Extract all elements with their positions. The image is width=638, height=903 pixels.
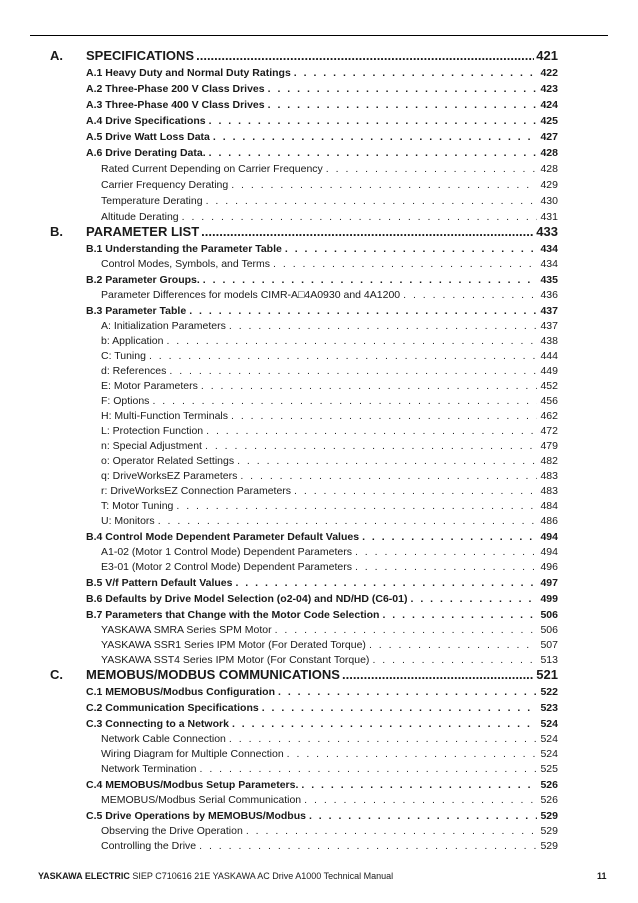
entry-title: H: Multi-Function Terminals [101, 410, 229, 422]
toc-entry[interactable] [86, 243, 558, 257]
dot-leader [304, 794, 537, 807]
toc-entry[interactable] [86, 686, 558, 700]
entry-page: 523 [540, 702, 558, 714]
toc-subentry[interactable] [101, 163, 558, 177]
entry-title: C.1 MEMOBUS/Modbus Configuration [86, 686, 275, 698]
section-title: MEMOBUS/MODBUS COMMUNICATIONS [86, 667, 340, 682]
entry-title: B.6 Defaults by Drive Model Selection (o2-04) and ND/HD (C6-01) [86, 593, 408, 605]
entry-page: 482 [540, 455, 558, 467]
entry-page: 506 [540, 609, 558, 621]
entry-title: Network Termination [101, 763, 197, 775]
entry-page: 499 [540, 593, 558, 605]
dot-leader [326, 163, 538, 176]
dot-leader [237, 455, 537, 468]
toc-subentry[interactable] [101, 320, 558, 334]
entry-page: 483 [540, 485, 558, 497]
dot-leader [169, 365, 537, 378]
dot-leader [206, 195, 538, 208]
dot-leader [275, 624, 538, 637]
entry-title: B.5 V/f Pattern Default Values [86, 577, 233, 589]
entry-title: L: Protection Function [101, 425, 204, 437]
entry-title: A: Initialization Parameters [101, 320, 226, 332]
toc-subentry[interactable] [101, 258, 558, 272]
entry-title: n: Special Adjustment [101, 440, 202, 452]
dot-leader [149, 350, 538, 363]
dot-leader [182, 211, 538, 224]
dot-leader [355, 546, 538, 559]
entry-page: 524 [540, 733, 558, 745]
dot-leader [301, 779, 537, 792]
entry-title: r: DriveWorksEZ Connection Parameters [101, 485, 292, 497]
dot-leader [285, 243, 538, 256]
toc-subentry[interactable] [101, 455, 558, 469]
toc-subentry[interactable] [101, 395, 558, 409]
dot-leader [158, 515, 538, 528]
toc-entry[interactable] [86, 147, 558, 161]
section-heading[interactable] [86, 224, 558, 240]
toc-subentry[interactable] [101, 365, 558, 379]
entry-page: 423 [540, 83, 558, 95]
dot-leader [196, 48, 534, 64]
dot-leader [201, 224, 534, 240]
entry-title: YASKAWA SST4 Series IPM Motor (For Constant Torque) [101, 654, 370, 666]
entry-title: o: Operator Related Settings [101, 455, 235, 467]
toc-subentry[interactable] [101, 440, 558, 454]
dot-leader [403, 289, 537, 302]
entry-page: 449 [540, 365, 558, 377]
entry-page: 525 [540, 763, 558, 775]
toc-entry[interactable] [86, 274, 558, 288]
dot-leader [209, 115, 538, 128]
entry-page: 506 [540, 624, 558, 636]
toc-subentry[interactable] [101, 794, 558, 808]
entry-title: B.7 Parameters that Change with the Motor Code Selection [86, 609, 380, 621]
entry-page: 422 [540, 67, 558, 79]
dot-leader [199, 840, 537, 853]
toc-subentry[interactable] [101, 335, 558, 349]
dot-leader [268, 99, 538, 112]
toc-subentry[interactable] [101, 748, 558, 762]
toc-subentry[interactable] [101, 515, 558, 529]
section-letter: A. [50, 48, 63, 63]
entry-page: 427 [540, 131, 558, 143]
dot-leader [240, 470, 537, 483]
entry-page: 456 [540, 395, 558, 407]
toc-subentry[interactable] [101, 410, 558, 424]
dot-leader [200, 763, 538, 776]
entry-page: 496 [540, 561, 558, 573]
toc-entry[interactable] [86, 779, 558, 793]
entry-title: T: Motor Tuning [101, 500, 174, 512]
entry-title: B.3 Parameter Table [86, 305, 187, 317]
toc-entry[interactable] [86, 531, 558, 545]
section-letter: C. [50, 667, 63, 682]
entry-page: 529 [540, 840, 558, 852]
entry-title: Network Cable Connection [101, 733, 226, 745]
entry-title: A.4 Drive Specifications [86, 115, 206, 127]
entry-page: 497 [540, 577, 558, 589]
entry-title: E3-01 (Motor 2 Control Mode) Dependent Parameters [101, 561, 352, 573]
dot-leader [369, 639, 538, 652]
toc-subentry[interactable] [101, 733, 558, 747]
toc-subentry[interactable] [101, 425, 558, 439]
dot-leader [205, 440, 537, 453]
entry-title: Observing the Drive Operation [101, 825, 243, 837]
toc-subentry[interactable] [101, 561, 558, 575]
toc-subentry[interactable] [101, 485, 558, 499]
toc-entry[interactable] [86, 593, 558, 607]
entry-page: 437 [540, 305, 558, 317]
dot-leader [235, 577, 537, 590]
section-heading[interactable] [86, 48, 558, 64]
entry-page: 452 [540, 380, 558, 392]
entry-title: A.6 Drive Derating Data. [86, 147, 206, 159]
entry-page: 435 [540, 274, 558, 286]
section-page: 421 [536, 48, 558, 63]
entry-page: 428 [540, 147, 558, 159]
toc-subentry[interactable] [101, 639, 558, 653]
dot-leader [213, 131, 538, 144]
toc-entry[interactable] [86, 305, 558, 319]
entry-page: 484 [540, 500, 558, 512]
dot-leader [176, 500, 537, 513]
dot-leader [232, 718, 538, 731]
toc-entry[interactable] [86, 67, 558, 81]
toc-entry[interactable] [86, 83, 558, 97]
toc-subentry[interactable] [101, 546, 558, 560]
dot-leader [246, 825, 538, 838]
dot-leader [355, 561, 538, 574]
dot-leader [166, 335, 537, 348]
toc-entry[interactable] [86, 99, 558, 113]
footer [38, 871, 393, 882]
entry-page: 431 [540, 211, 558, 223]
toc-subentry[interactable] [101, 624, 558, 638]
entry-title: A.2 Three-Phase 200 V Class Drives [86, 83, 265, 95]
entry-title: C.4 MEMOBUS/Modbus Setup Parameters. [86, 779, 299, 791]
toc-subentry[interactable] [101, 211, 558, 225]
toc-subentry[interactable] [101, 179, 558, 193]
entry-title: E: Motor Parameters [101, 380, 198, 392]
entry-page: 486 [540, 515, 558, 527]
toc-subentry[interactable] [101, 380, 558, 394]
dot-leader [209, 147, 538, 160]
entry-title: Controlling the Drive [101, 840, 197, 852]
footer-brand: YASKAWA ELECTRIC [38, 871, 130, 881]
entry-title: A.1 Heavy Duty and Normal Duty Ratings [86, 67, 291, 79]
dot-leader [382, 609, 537, 622]
entry-title: Temperature Derating [101, 195, 203, 207]
entry-page: 529 [540, 825, 558, 837]
entry-page: 513 [540, 654, 558, 666]
dot-leader [342, 667, 534, 683]
entry-title: C.3 Connecting to a Network [86, 718, 229, 730]
section-title: SPECIFICATIONS [86, 48, 195, 63]
entry-title: B.1 Understanding the Parameter Table [86, 243, 282, 255]
entry-page: 434 [540, 258, 558, 270]
toc-subentry[interactable] [101, 289, 558, 303]
entry-page: 425 [540, 115, 558, 127]
entry-page: 472 [540, 425, 558, 437]
entry-title: d: References [101, 365, 167, 377]
entry-title: A1-02 (Motor 1 Control Mode) Dependent Parameters [101, 546, 352, 558]
dot-leader [231, 410, 537, 423]
dot-leader [410, 593, 537, 606]
dot-leader [372, 654, 537, 667]
entry-title: C.2 Communication Specifications [86, 702, 259, 714]
top-rule [30, 35, 608, 36]
entry-title: A.3 Three-Phase 400 V Class Drives [86, 99, 265, 111]
dot-leader [273, 258, 537, 271]
entry-page: 430 [540, 195, 558, 207]
entry-page: 438 [540, 335, 558, 347]
toc-subentry[interactable] [101, 470, 558, 484]
entry-title: Rated Current Depending on Carrier Frequency [101, 163, 323, 175]
toc-subentry[interactable] [101, 654, 558, 668]
entry-page: 434 [540, 243, 558, 255]
entry-page: 437 [540, 320, 558, 332]
entry-title: Control Modes, Symbols, and Terms [101, 258, 271, 270]
entry-page: 436 [540, 289, 558, 301]
entry-title: B.2 Parameter Groups. [86, 274, 200, 286]
entry-title: YASKAWA SMRA Series SPM Motor [101, 624, 272, 636]
section-letter: B. [50, 224, 63, 239]
entry-title: Wiring Diagram for Multiple Connection [101, 748, 284, 760]
entry-title: Parameter Differences for models CIMR-A□4A0930 and 4A1200 [101, 289, 401, 301]
toc-subentry[interactable] [101, 500, 558, 514]
entry-title: Carrier Frequency Derating [101, 179, 229, 191]
dot-leader [278, 686, 537, 699]
entry-title: C.5 Drive Operations by MEMOBUS/Modbus [86, 810, 306, 822]
entry-title: F: Options [101, 395, 150, 407]
toc-entry[interactable] [86, 577, 558, 591]
dot-leader [231, 179, 537, 192]
entry-page: 424 [540, 99, 558, 111]
entry-page: 522 [540, 686, 558, 698]
entry-page: 507 [540, 639, 558, 651]
dot-leader [294, 67, 538, 80]
toc-subentry[interactable] [101, 195, 558, 209]
toc-entry[interactable] [86, 609, 558, 623]
entry-title: C: Tuning [101, 350, 146, 362]
entry-title: q: DriveWorksEZ Parameters [101, 470, 238, 482]
toc-subentry[interactable] [101, 763, 558, 777]
entry-page: 444 [540, 350, 558, 362]
footer-doc-title: SIEP C710616 21E YASKAWA AC Drive A1000 Technical Manual [129, 871, 394, 881]
entry-title: b: Application [101, 335, 164, 347]
dot-leader [287, 748, 538, 761]
toc-subentry[interactable] [101, 825, 558, 839]
entry-page: 524 [540, 718, 558, 730]
section-heading[interactable] [86, 667, 558, 683]
entry-title: U: Monitors [101, 515, 155, 527]
entry-page: 428 [540, 163, 558, 175]
entry-title: MEMOBUS/Modbus Serial Communication [101, 794, 302, 806]
dot-leader [262, 702, 538, 715]
toc-entry[interactable] [86, 718, 558, 732]
dot-leader [189, 305, 537, 318]
section-title: PARAMETER LIST [86, 224, 200, 239]
entry-page: 494 [540, 546, 558, 558]
toc-entry[interactable] [86, 115, 558, 129]
dot-leader [206, 425, 537, 438]
dot-leader [268, 83, 538, 96]
entry-page: 526 [540, 794, 558, 806]
entry-page: 483 [540, 470, 558, 482]
entry-title: A.5 Drive Watt Loss Data [86, 131, 210, 143]
entry-title: Altitude Derating [101, 211, 179, 223]
entry-page: 429 [540, 179, 558, 191]
entry-title: YASKAWA SSR1 Series IPM Motor (For Derated Torque) [101, 639, 366, 651]
dot-leader [309, 810, 538, 823]
toc-entry[interactable] [86, 810, 558, 824]
toc-entry[interactable] [86, 702, 558, 716]
dot-leader [362, 531, 537, 544]
entry-page: 524 [540, 748, 558, 760]
dot-leader [203, 274, 538, 287]
entry-page: 462 [540, 410, 558, 422]
entry-page: 479 [540, 440, 558, 452]
section-page: 521 [536, 667, 558, 682]
dot-leader [152, 395, 537, 408]
entry-page: 526 [540, 779, 558, 791]
entry-page: 494 [540, 531, 558, 543]
section-page: 433 [536, 224, 558, 239]
dot-leader [201, 380, 538, 393]
toc-subentry[interactable] [101, 350, 558, 364]
toc-entry[interactable] [86, 131, 558, 145]
entry-page: 529 [540, 810, 558, 822]
entry-title: B.4 Control Mode Dependent Parameter Default Values [86, 531, 360, 543]
dot-leader [294, 485, 537, 498]
page-number: 11 [597, 871, 607, 881]
dot-leader [229, 733, 538, 746]
dot-leader [229, 320, 538, 333]
toc-subentry[interactable] [101, 840, 558, 854]
